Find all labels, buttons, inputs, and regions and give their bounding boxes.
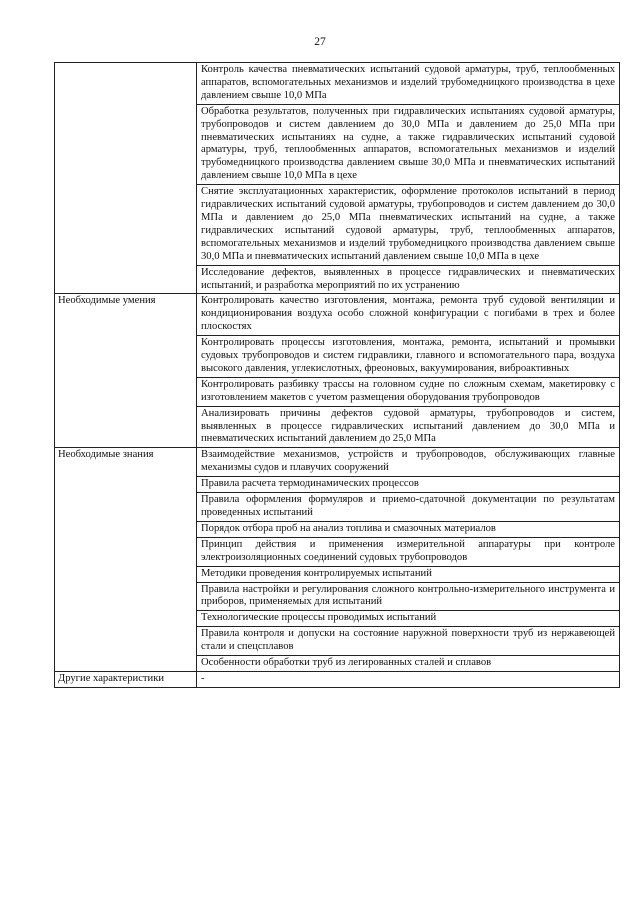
- requirement-item: Обработка результатов, полученных при гидравлических испытаниях судовой арматуры, трубопроводов и систем давлением до 30,0 МПа и давлением до 25,0 МПа при пневматических испытаниях на судне, а также гидравлических испытаний судовой арматуры, труб, теплообменных аппаратов, вспомогательных механизмов и изделий трубомедницкого производства давлением свыше 30,0 МПа и пневматических испытаний давлением свыше 10,0 МПа в цехе: [197, 104, 620, 184]
- requirement-item: Технологические процессы проводимых испытаний: [197, 611, 620, 627]
- requirement-item: Порядок отбора проб на анализ топлива и смазочных материалов: [197, 521, 620, 537]
- table-row: [55, 448, 620, 477]
- requirement-item: Контроль качества пневматических испытаний судовой арматуры, труб, теплообменных аппаратов, вспомогательных механизмов и изделий трубомедницкого производства в цехе давлением свыше 10,0 МПа: [197, 63, 620, 105]
- requirement-item: Исследование дефектов, выявленных в процессе гидравлических и пневматических испытаний, и разработка мероприятий по их устранению: [197, 265, 620, 294]
- requirement-item: Взаимодействие механизмов, устройств и трубопроводов, обслуживающих главные механизмы судов и плавучих сооружений: [197, 448, 620, 477]
- requirements-table-body: [55, 63, 620, 688]
- requirement-item: Особенности обработки труб из легированных сталей и сплавов: [197, 656, 620, 672]
- requirement-item: Принцип действия и применения измерительной аппаратуры при контроле электроизоляционных соединений судовых трубопроводов: [197, 537, 620, 566]
- requirement-item: Методики проведения контролируемых испытаний: [197, 566, 620, 582]
- requirement-item: Правила оформления формуляров и приемо-сдаточной документации по результатам проведенных испытаний: [197, 493, 620, 522]
- requirement-item: Контролировать разбивку трассы на головном судне по сложным схемам, макетировку с изготовлением макетов с учетом размещения оборудования трубопроводов: [197, 377, 620, 406]
- requirement-item: Снятие эксплуатационных характеристик, оформление протоколов испытаний в период гидравлических испытаний судовой арматуры, трубопроводов и систем давлением до 30,0 МПа и давлением до 25,0 МПа пневматических испытаний на судне, а также гидравлических испытаний судовой арматуры, труб, теплообменных аппаратов, вспомогательных механизмов и изделий трубомедницкого производства давлением свыше 30,0 МПа и пневматических испытаний давлением свыше 10,0 МПа в цехе: [197, 185, 620, 265]
- section-label: [55, 63, 197, 294]
- requirement-item: -: [197, 671, 620, 687]
- table-row: [55, 671, 620, 687]
- table-row: [55, 63, 620, 105]
- requirement-item: Анализировать причины дефектов судовой арматуры, трубопроводов и систем, выявленных в процессе гидравлических испытаний давлением до 30,0 МПа и пневматических испытаний давлением до 25,0 МПа: [197, 406, 620, 448]
- requirement-item: Правила настройки и регулирования сложного контрольно-измерительного инструмента и приборов, применяемых для испытаний: [197, 582, 620, 611]
- requirements-table: [54, 62, 620, 688]
- section-label: Необходимые умения: [55, 294, 197, 448]
- table-row: [55, 294, 620, 336]
- section-label: Другие характеристики: [55, 671, 197, 687]
- section-label: Необходимые знания: [55, 448, 197, 672]
- requirement-item: Контролировать процессы изготовления, монтажа, ремонта, испытаний и промывки судовых трубопроводов и систем гидравлики, главного и вспомогательного пара, воздуха высокого давления, углекислотных, фреоновых, вакуумирования, виброактивных: [197, 336, 620, 378]
- requirement-item: Контролировать качество изготовления, монтажа, ремонта труб судовой вентиляции и кондиционирования воздуха особо сложной конфигурации с погибами в трех и более плоскостях: [197, 294, 620, 336]
- requirement-item: Правила расчета термодинамических процессов: [197, 477, 620, 493]
- page-number: 27: [314, 36, 326, 48]
- requirement-item: Правила контроля и допуски на состояние наружной поверхности труб из нержавеющей стали и спецсплавов: [197, 627, 620, 656]
